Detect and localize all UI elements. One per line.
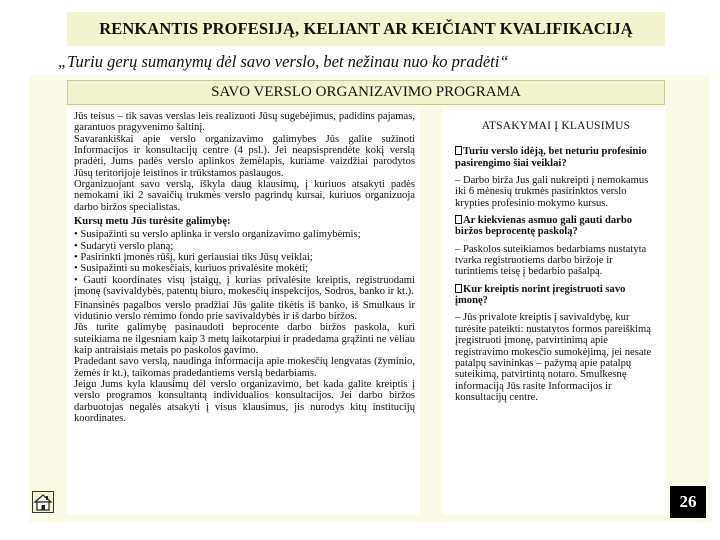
faq-question [455, 146, 657, 169]
faq-question-text: Ar kiekvienas asmuo gali gauti darbo biržos beprocentę paskolą? [455, 215, 633, 238]
page-title: RENKANTIS PROFESIJĄ, KELIANT AR KEIČIANT KVALIFIKACIJĄ [99, 19, 633, 38]
section-title: SAVO VERSLO ORGANIZAVIMO PROGRAMA [211, 84, 521, 100]
home-icon[interactable] [32, 491, 54, 513]
bullet-item: • Susipažinti su verslo aplinka ir verslo organizavimo galimybėmis; [74, 229, 361, 241]
tax-relief-paragraph: Pradedant savo verslą, naudinga informacija apie mokesčių lengvatas (žyminio, žemės ir kt.), taikomas pradedantiems verslą bedarbiams. [74, 356, 415, 379]
page-number: 26 [670, 486, 706, 518]
faq-answer: – Paskolos suteikiamos bedarbiams nustatyta tvarka registruotiems darbo biržoje ir turintiems teisę į bedarbio pašalpą. [455, 243, 647, 278]
faq-question-text: Turiu verslo idėją, bet neturiu profesinio pasirengimo šiai veiklai? [455, 146, 647, 169]
faq-question-text: Kur kreiptis norint įregistruoti savo įmonę? [455, 283, 626, 307]
program-description-column [67, 107, 420, 514]
section-header [67, 80, 665, 105]
checkbox-square-icon [455, 284, 462, 293]
info-center-paragraph: Savarankiškai apie verslo organizavimo galimybes Jūs galite sužinoti Informacijos ir konsultacijų centre (4 psl.). Jei neapsisprendėte kokį verslą pradėti, Jums padės verslo aplinkos žemėlapis, kuriame vaizdžiai parodytos Jūsų teritorijoje leistinos ir trūkstamos paslaugos. [74, 133, 415, 179]
bullet-item: • Pasirinkti įmonės rūšį, kuri geriausiai tiks Jūsų veiklai; [74, 252, 313, 264]
opportunities-heading: Kursų metu Jūs turėsite galimybę: [74, 216, 231, 228]
faq-text [455, 121, 657, 403]
financial-support-paragraph: Finansinės pagalbos verslo pradžiai Jūs galite tikėtis iš banko, iš Smulkaus ir vidutinio verslo rėmimo fondo prie savivaldybės ir iš darbo biržos. [74, 299, 415, 322]
checkbox-square-icon [455, 215, 462, 224]
faq-column [443, 107, 665, 514]
subtitle-quote: „Turiu gerų sumanymų dėl savo verslo, bet nežinau nuo ko pradėti“ [58, 52, 509, 71]
bullet-item: • Susipažinti su mokesčiais, kuriuos privalėsite mokėti; [74, 263, 309, 275]
intro-paragraph: Jūs teisus – tik savas verslas leis realizuoti Jūsų sugebėjimus, padidins pajamas, garantuos pragyvenimo šaltinį. [74, 111, 415, 134]
faq-answer: – Darbo birža Jus gali nukreipti į nemokamus iki 6 mėnesių trukmės pasirinktos verslo krypties profesinio mokymo kursus. [455, 175, 649, 209]
page-title-bar [67, 12, 665, 46]
consultation-paragraph: Jeigu Jums kyla klausimų dėl verslo organizavimo, bet kada galite kreiptis į verslo programos konsultantą individualios konsultacijos. Jei darbo biržos darbuotojas negalės atsakyti į visus klausimus, jis nurodys kitų institucijų koordinates. [74, 378, 415, 424]
program-description-text [74, 111, 415, 424]
courses-paragraph: Organizuojant savo verslą, iškyla daug klausimų, į kuriuos atsakyti padės nemokami iki 2 savaičių trukmės verslo pagrindų kursai, kuriuos organizuoja darbo biržos specialistas. [74, 179, 415, 213]
bullet-item: • Sudaryti verslo planą; [74, 240, 174, 252]
faq-title: ATSAKYMAI Į KLAUSIMUS [481, 120, 631, 132]
checkbox-square-icon [455, 146, 462, 155]
bullet-item: • Gauti koordinates visų įstaigų, į kurias privalėsite kreiptis, registruodami įmonę (savivaldybės, patentų biuro, mokesčių inspekcijos, Sodros, banko ir kt.). [74, 274, 415, 298]
faq-question [455, 284, 657, 307]
loan-paragraph: Jūs turite galimybę pasinaudoti beprocente darbo biržos paskola, kuri suteikiama ne ilgesniam kaip 3 metų laikotarpiui ir pradedama grąžinti ne vėliau kaip antraisiais metais po paskolos gavimo. [74, 322, 415, 356]
faq-answer: – Jūs privalote kreiptis į savivaldybę, kur turėsite pateikti: nustatytos formos pareiškimą įregistruoti įmonę, patvirtinimą apie registravimo mokesčio sumokėjimą, jei nesate patalpų savininkas – pažymą apie patalpų suteikimą, patvirtintą notaro. Smulkesnę informaciją Jūs rasite Informacijos ir konsultacijų centre. [455, 312, 652, 403]
faq-question [455, 215, 657, 238]
